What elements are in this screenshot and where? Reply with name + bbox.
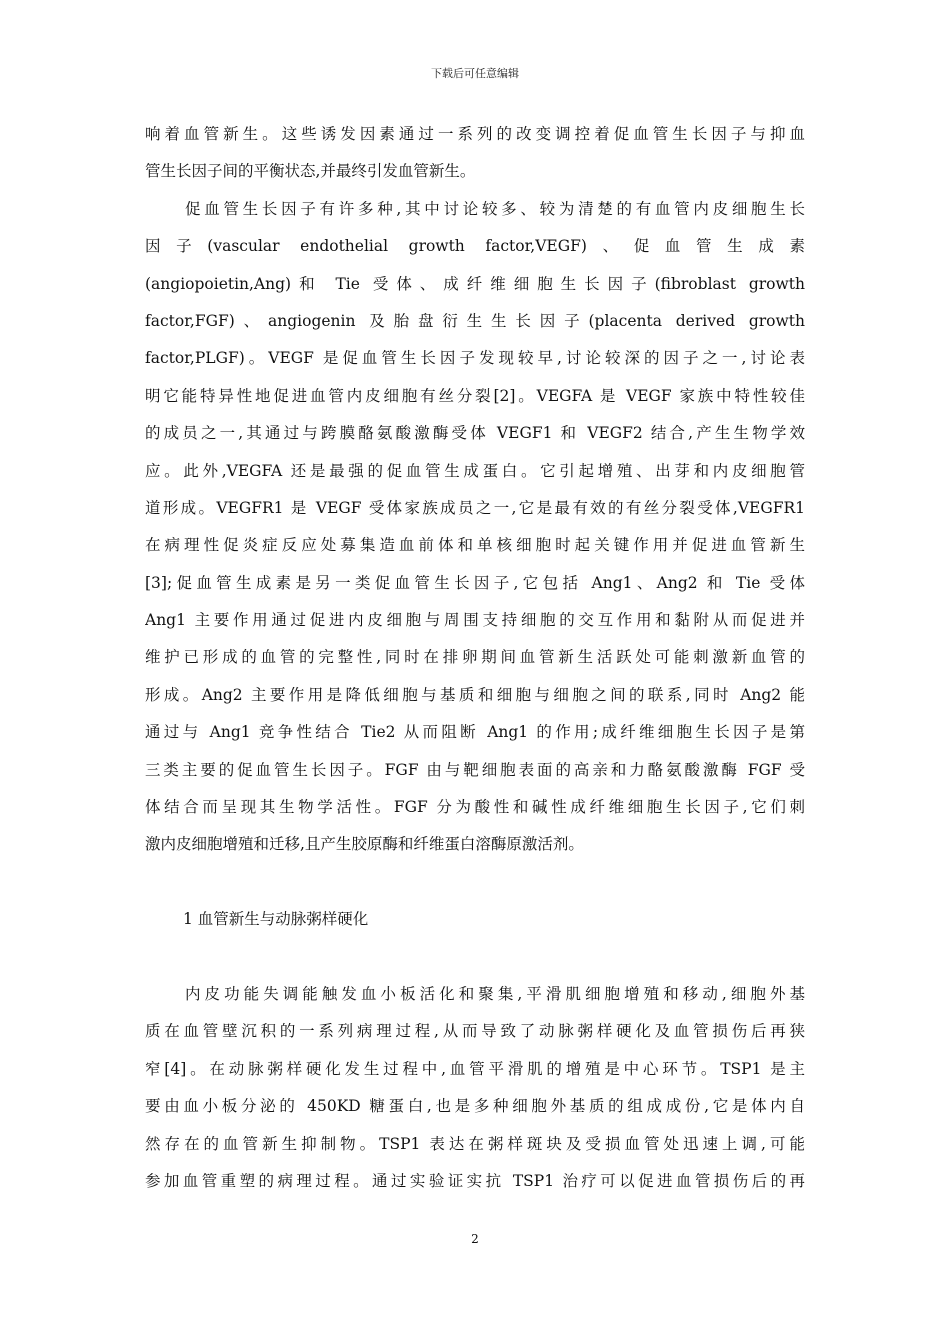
text-line: factor,FGF)、angiogenin 及胎盘衍生生长因子(placenta derived growth bbox=[145, 311, 805, 330]
text-line: 内皮功能失调能触发血小板活化和聚集,平滑肌细胞增殖和移动,细胞外基 bbox=[185, 984, 805, 1003]
text-line: 通过与 Ang1 竞争性结合 Tie2 从而阻断 Ang1 的作用;成纤维细胞生长因子是第 bbox=[145, 723, 805, 742]
page-header: 下载后可任意编辑 bbox=[431, 67, 519, 80]
text-line: Ang1 主要作用通过促进内皮细胞与周围支持细胞的交互作用和黏附从而促进并 bbox=[145, 611, 805, 630]
paragraph-3 bbox=[145, 976, 805, 1200]
paragraph-2 bbox=[145, 191, 805, 864]
text-line: 道形成。VEGFR1 是 VEGF 受体家族成员之一,它是最有效的有丝分裂受体,VEGFR1 bbox=[145, 498, 805, 517]
text-line: 促血管生长因子有许多种,其中讨论较多、较为清楚的有血管内皮细胞生长 bbox=[185, 199, 805, 218]
text-line: 在病理性促炎症反应处募集造血前体和单核细胞时起关键作用并促进血管新生 bbox=[145, 536, 805, 555]
text-line: 维护已形成的血管的完整性,同时在排卵期间血管新生活跃处可能刺激新血管的 bbox=[145, 648, 805, 667]
text-line: 应。此外,VEGFA 还是最强的促血管生成蛋白。它引起增殖、出芽和内皮细胞管 bbox=[145, 461, 805, 480]
text-line: 三类主要的促血管生长因子。FGF 由与靶细胞表面的高亲和力酪氨酸激酶 FGF 受 bbox=[145, 760, 805, 779]
text-line: 明它能特异性地促进血管内皮细胞有丝分裂[2]。VEGFA 是 VEGF 家族中特性较佳 bbox=[145, 386, 805, 405]
text-line: 窄[4]。在动脉粥样硬化发生过程中,血管平滑肌的增殖是中心环节。TSP1 是主 bbox=[145, 1059, 805, 1078]
text-line: 体结合而呈现其生物学活性。FGF 分为酸性和碱性成纤维细胞生长因子,它们刺 bbox=[145, 798, 805, 817]
paragraph-1 bbox=[145, 116, 805, 191]
text-line: 因子(vascular endothelial growth factor,VEGF)、促血管生成素 bbox=[145, 237, 805, 256]
spacer bbox=[145, 864, 805, 901]
text-line: 参加血管重塑的病理过程。通过实验证实抗 TSP1 治疗可以促进血管损伤后的再 bbox=[145, 1171, 805, 1190]
document-body bbox=[145, 116, 805, 1200]
text-line: 形成。Ang2 主要作用是降低细胞与基质和细胞与细胞之间的联系,同时 Ang2 能 bbox=[145, 685, 805, 704]
section-heading: 1 血管新生与动脉粥样硬化 bbox=[183, 910, 369, 929]
text-line: 激内皮细胞增殖和迁移,且产生胶原酶和纤维蛋白溶酶原激活剂。 bbox=[145, 835, 584, 854]
spacer bbox=[145, 939, 805, 976]
text-line: 然存在的血管新生抑制物。TSP1 表达在粥样斑块及受损血管处迅速上调,可能 bbox=[145, 1134, 805, 1153]
text-line: [3];促血管生成素是另一类促血管生长因子,它包括 Ang1、Ang2 和 Tie 受体 bbox=[145, 573, 805, 592]
text-line: 质在血管壁沉积的一系列病理过程,从而导致了动脉粥样硬化及血管损伤后再狭 bbox=[145, 1022, 805, 1041]
text-line: 要由血小板分泌的 450KD 糖蛋白,也是多种细胞外基质的组成成份,它是体内自 bbox=[145, 1097, 805, 1116]
text-line: (angiopoietin,Ang)和 Tie 受体、成纤维细胞生长因子(fibroblast growth bbox=[145, 274, 805, 293]
text-line: 的成员之一,其通过与跨膜酪氨酸激酶受体 VEGF1 和 VEGF2 结合,产生生物学效 bbox=[145, 424, 805, 443]
text-line: 管生长因子间的平衡状态,并最终引发血管新生。 bbox=[145, 162, 476, 181]
text-line: 响着血管新生。这些诱发因素通过一系列的改变调控着促血管生长因子与抑血 bbox=[145, 125, 805, 143]
page-number: 2 bbox=[471, 1232, 479, 1246]
text-line: factor,PLGF)。VEGF 是促血管生长因子发现较早,讨论较深的因子之一,讨论表 bbox=[145, 349, 805, 368]
